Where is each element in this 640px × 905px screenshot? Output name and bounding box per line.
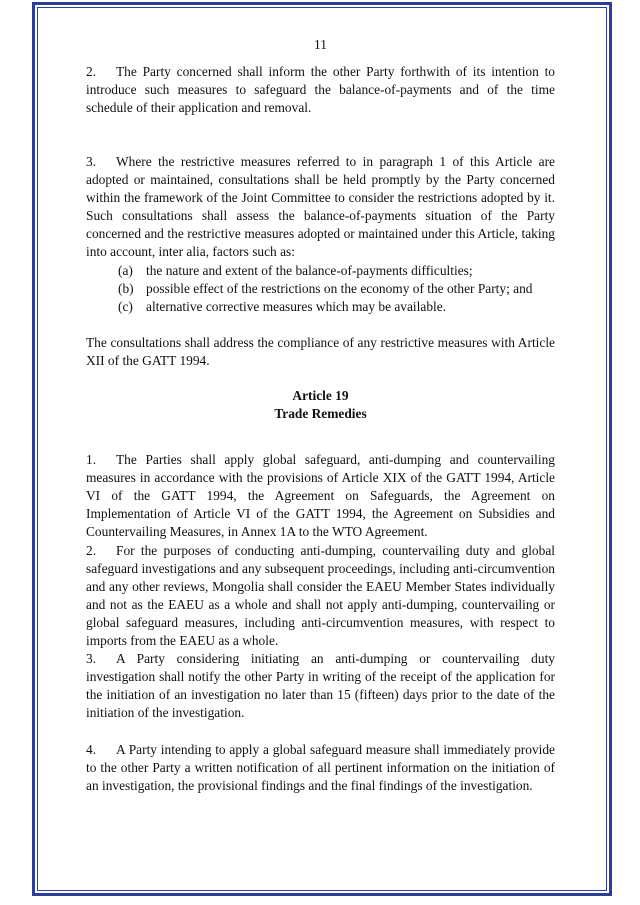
list-item-label: (b): [118, 281, 134, 296]
list-item-text: the nature and extent of the balance-of-payments difficulties;: [146, 263, 473, 278]
paragraph-number: 3.: [86, 154, 97, 169]
list-item-text: alternative corrective measures which may be available.: [146, 299, 447, 314]
list-item-label: (c): [118, 299, 133, 314]
paragraph-2-balance: [86, 63, 555, 117]
paragraph-text: The Parties shall apply global safeguard, anti-dumping and countervailing measures in accordance with the provisions of Article XIX of the GATT 1994, Article VI of the GATT 1994, the Agreement on Safeguards, the Agreement on Implementation of Article VI of the GATT 1994, the Agreement on Subsidies and Countervailing Measures, in Annex 1A to the WTO Agreement.: [86, 452, 555, 539]
paragraph-text: A Party considering initiating an anti-dumping or countervailing duty investigation shall notify the other Party in writing of the receipt of the application for the initiation of an investigation no later than 15 (fifteen) days prior to the date of the initiation of the investigation.: [86, 651, 555, 720]
list-item: [118, 298, 555, 316]
paragraph-number: 3.: [86, 651, 97, 666]
article-title: Trade Remedies: [274, 406, 367, 421]
list-item-text: possible effect of the restrictions on the economy of the other Party; and: [146, 281, 533, 296]
article-paragraph-3: [86, 650, 555, 722]
paragraph-text: A Party intending to apply a global safeguard measure shall immediately provide to the other Party a written notification of all pertinent information on the initiation of an investigation, the provisional findings and the final findings of the investigation.: [86, 742, 555, 793]
article-number: Article 19: [292, 388, 349, 403]
list-item-label: (a): [118, 263, 133, 278]
paragraph-number: 4.: [86, 742, 97, 757]
paragraph-text: Where the restrictive measures referred to in paragraph 1 of this Article are adopted or maintained, consultations shall be held promptly by the Party concerned within the framework of the Joint Committee to consider the restrictions adopted by it. Such consultations shall assess the balance-of-payments situation of the Party concerned and the restrictive measures adopted or maintained under this Article, taking into account, inter alia, factors such as:: [86, 154, 555, 259]
article-paragraph-2: [86, 542, 555, 650]
page-number: 11: [314, 37, 327, 52]
factors-list: [118, 262, 555, 316]
paragraph-number: 2.: [86, 64, 97, 79]
paragraph-text: For the purposes of conducting anti-dumping, countervailing duty and global safeguard investigations and any subsequent proceedings, including anti-circumvention and any other reviews, Mongolia shall consider the EAEU Member States individually and not as the EAEU as a whole and shall not apply anti-dumping, countervailing or global safeguard measures, including anti-circumvention measures, with respect to imports from the EAEU as a whole.: [86, 543, 555, 648]
list-item: [118, 262, 555, 280]
article-paragraph-4: [86, 741, 555, 795]
paragraph-3-consultations: [86, 153, 555, 261]
paragraph-number: 1.: [86, 452, 97, 467]
list-item: [118, 280, 555, 298]
article-paragraph-1: [86, 451, 555, 541]
consultations-paragraph: The consultations shall address the compliance of any restrictive measures with Article XII of the GATT 1994.: [86, 335, 555, 368]
paragraph-number: 2.: [86, 543, 97, 558]
paragraph-text: The Party concerned shall inform the other Party forthwith of its intention to introduce such measures to safeguard the balance-of-payments and of the time schedule of their application and removal.: [86, 64, 555, 115]
